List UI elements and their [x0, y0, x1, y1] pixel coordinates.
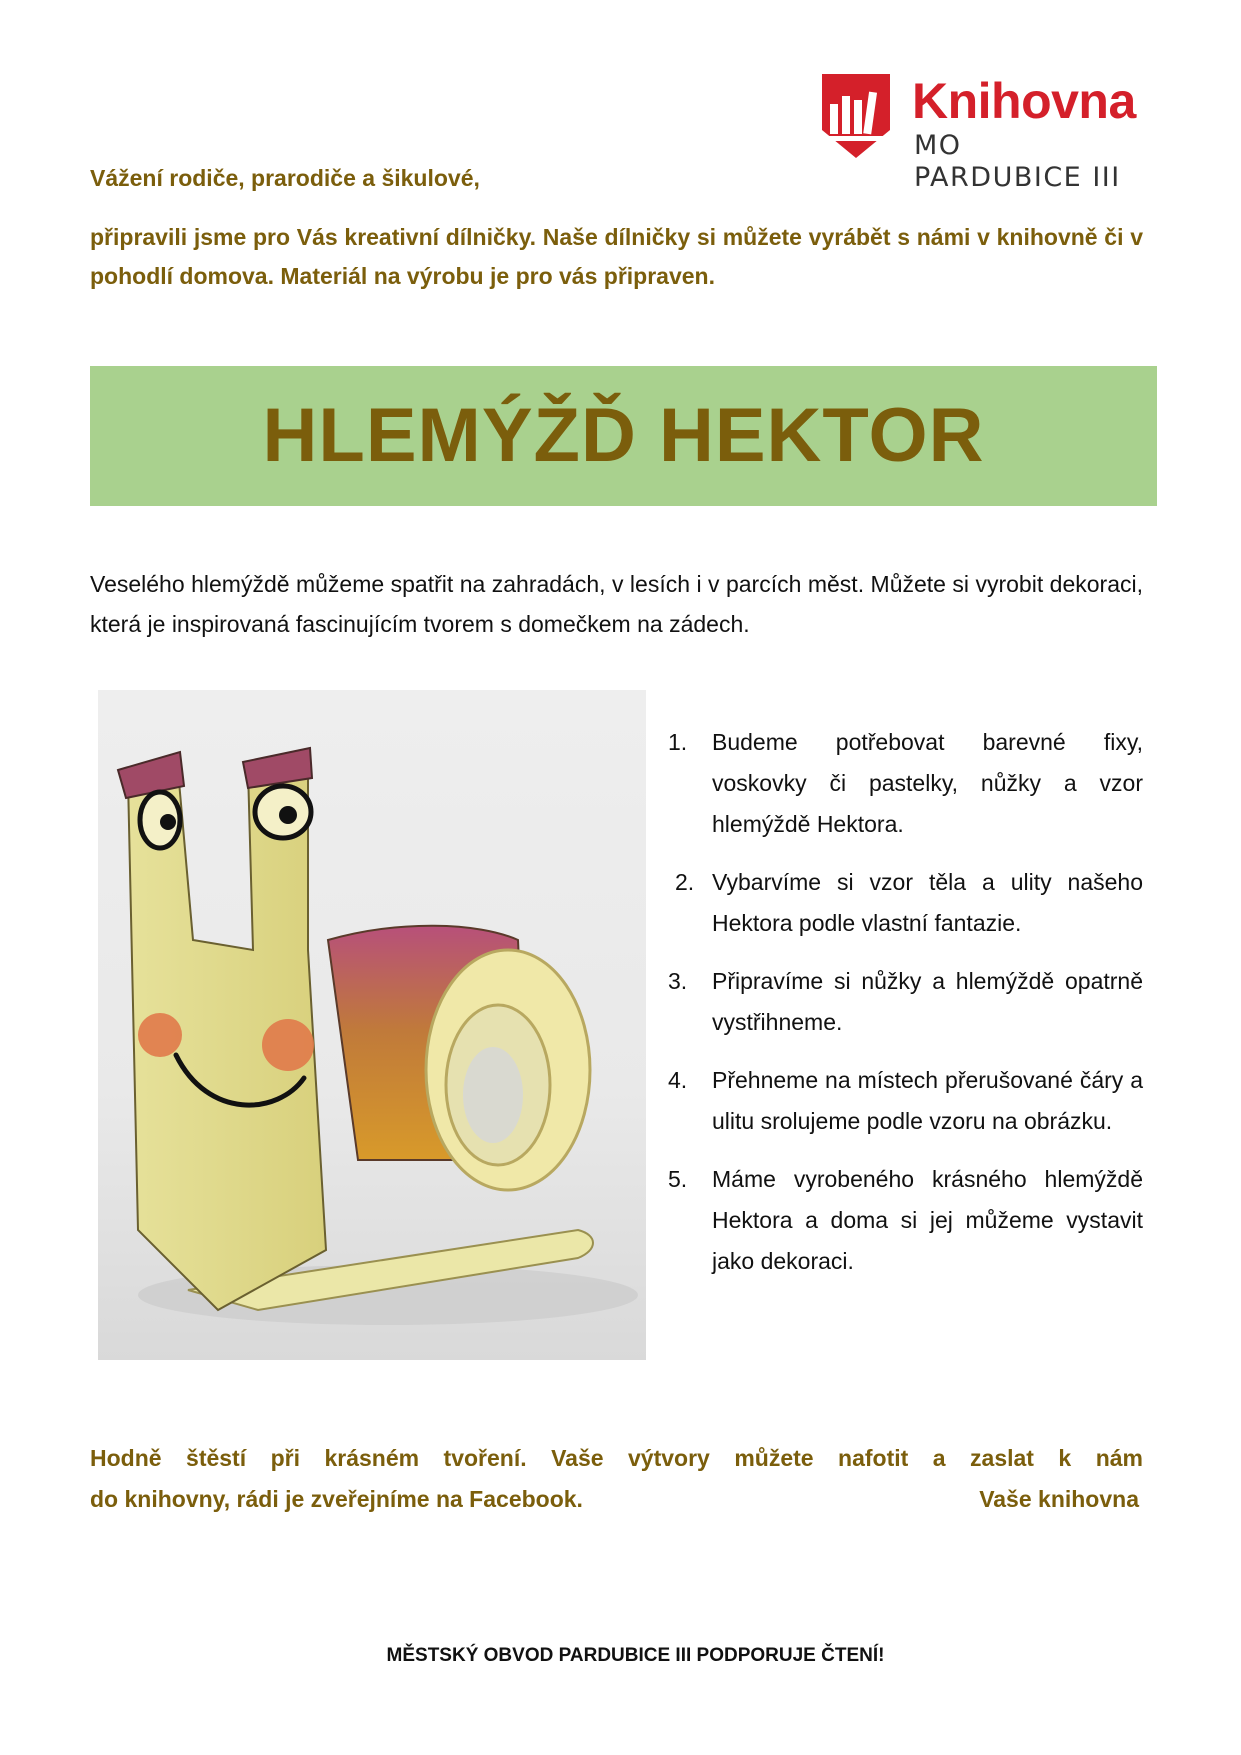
- step-number: 5.: [668, 1166, 688, 1192]
- footer-slogan: MĚSTSKÝ OBVOD PARDUBICE III PODPORUJE ČTENÍ!: [386, 1645, 885, 1666]
- step-text: Připravíme si nůžky a hlemýždě opatrně vystřihneme.: [712, 968, 1143, 1035]
- library-books-icon: [818, 74, 894, 158]
- snail-craft-photo: [98, 690, 646, 1360]
- instruction-list: [662, 722, 1143, 1299]
- closing-paragraph: [90, 1438, 1143, 1520]
- step-text: Vybarvíme si vzor těla a ulity našeho Hektora podle vlastní fantazie.: [712, 869, 1143, 936]
- logo-subtitle: MO PARDUBICE III: [914, 130, 1121, 193]
- list-item: [662, 961, 1143, 1043]
- page-title: HLEMÝŽĎ HEKTOR: [262, 393, 985, 478]
- paper-snail-craft-photo: [98, 690, 646, 1360]
- logo-title: Knihovna: [912, 73, 1136, 129]
- list-item: [662, 1159, 1143, 1282]
- step-number: 2.: [675, 869, 695, 895]
- greeting: Vážení rodiče, prarodiče a šikulové,: [90, 165, 480, 191]
- closing-line: Hodně štěstí při krásném tvoření. Vaše výtvory můžete nafotit a zaslat k nám: [90, 1445, 1143, 1471]
- step-text: Budeme potřebovat barevné fixy, voskovky či pastelky, nůžky a vzor hlemýždě Hektora.: [712, 729, 1143, 837]
- list-item: [662, 1060, 1143, 1142]
- title-banner: [90, 366, 1157, 506]
- list-item: [662, 862, 1143, 944]
- step-number: 4.: [668, 1067, 688, 1093]
- description-paragraph: Veselého hlemýždě můžeme spatřit na zahradách, v lesích i v parcích měst. Můžete si vyrobit dekoraci, která je inspirovaná fascinujícím tvorem s domečkem na zádech.: [90, 571, 1143, 637]
- step-text: Máme vyrobeného krásného hlemýždě Hektora a doma si jej můžeme vystavit jako dekoraci.: [712, 1166, 1143, 1274]
- list-item: [662, 722, 1143, 845]
- library-logo: [818, 72, 1138, 193]
- step-text: Přehneme na místech přerušované čáry a ulitu srolujeme podle vzoru na obrázku.: [712, 1067, 1143, 1134]
- step-number: 1.: [668, 729, 688, 755]
- intro-paragraph: připravili jsme pro Vás kreativní dílničky. Naše dílničky si můžete vyrábět s námi v knihovně či v pohodlí domova. Materiál na výrobu je pro vás připraven.: [90, 224, 1143, 289]
- closing-line: do knihovny, rádi je zveřejníme na Facebook.: [90, 1486, 583, 1512]
- signature: Vaše knihovna: [979, 1486, 1139, 1512]
- closing-line-with-signature: [90, 1479, 1143, 1520]
- step-number: 3.: [668, 968, 688, 994]
